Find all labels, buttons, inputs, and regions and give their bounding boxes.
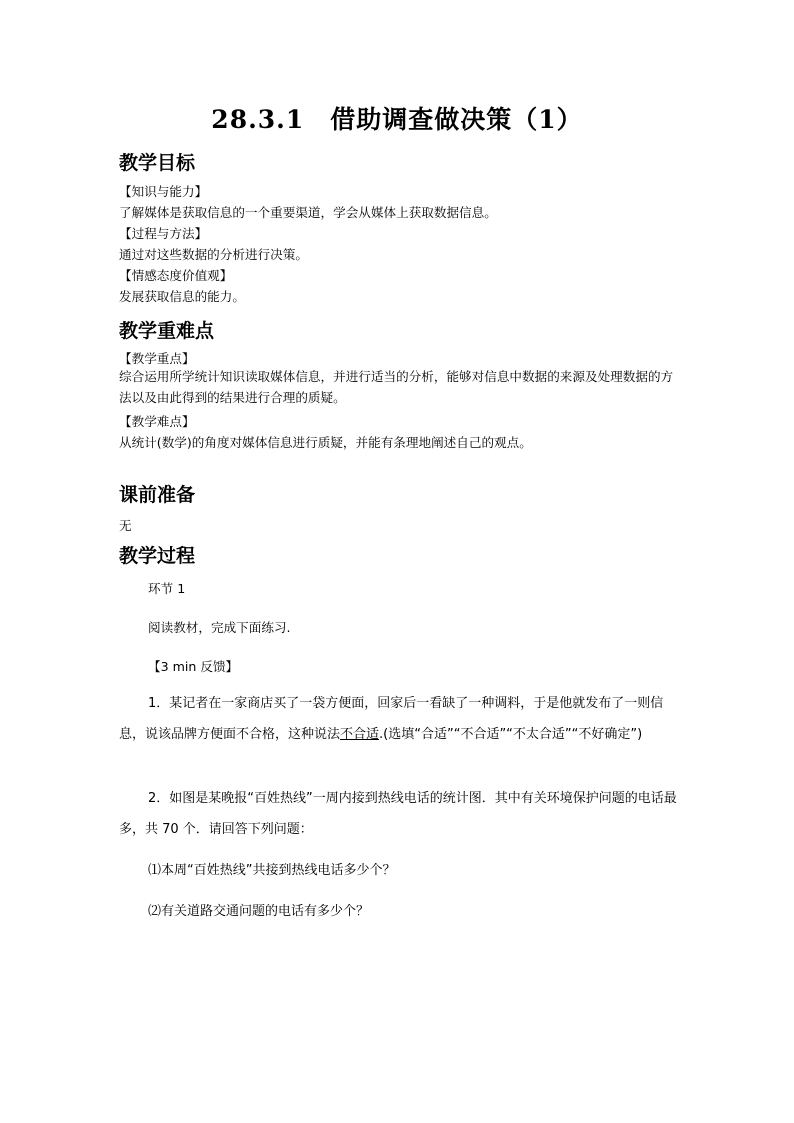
goal-text-knowledge: 了解媒体是获取信息的一个重要渠道，学会从媒体上获取数据信息。 xyxy=(119,205,497,220)
process-heading: 教学过程 xyxy=(119,545,196,567)
page-title: 28.3.1 借助调查做决策（1） xyxy=(211,105,583,134)
difficulty-text: 从统计(数学)的角度对媒体信息进行质疑，并能有条理地阐述自己的观点。 xyxy=(119,435,532,450)
instruction-text: 阅读教材，完成下面练习. xyxy=(148,620,291,635)
goal-label-attitude: 【情感态度价值观】 xyxy=(119,268,233,283)
question-1-options: .(选填“合适”“不合适”“不太合适”“不好确定”) xyxy=(379,727,643,742)
question-1 xyxy=(119,688,679,750)
keypoints-heading: 教学重难点 xyxy=(119,320,215,342)
question-1-text: 1．某记者在一家商店买了一袋方便面，回家后一看缺了一种调料，于是他就发布了一则信息，说该品牌方便面不合格，这种说法 xyxy=(119,696,664,742)
focus-text: 综合运用所学统计知识读取媒体信息，并进行适当的分析，能够对信息中数据的来源及处理数据的方法以及由此得到的结果进行合理的质疑。 xyxy=(119,369,674,405)
question-1-answer: 不合适 xyxy=(340,727,380,742)
sub-question-2: ⑵有关道路交通问题的电话有多少个？ xyxy=(148,904,370,919)
prep-text: 无 xyxy=(119,518,132,533)
goal-label-knowledge: 【知识与能力】 xyxy=(119,184,208,199)
difficulty-label: 【教学难点】 xyxy=(119,414,195,429)
prep-heading: 课前准备 xyxy=(119,484,196,506)
goal-text-process: 通过对这些数据的分析进行决策。 xyxy=(119,247,308,262)
goal-label-process: 【过程与方法】 xyxy=(119,226,208,241)
goal-text-attitude: 发展获取信息的能力。 xyxy=(119,289,245,304)
feedback-label: 【3 min 反馈】 xyxy=(148,659,239,674)
focus-label: 【教学重点】 xyxy=(119,351,195,366)
question-2: 2．如图是某晚报“百姓热线”一周内接到热线电话的统计图．其中有关环境保护问题的电话最多，共 70 个．请回答下列问题： xyxy=(119,791,677,837)
sub-question-1: ⑴本周“百姓热线”共接到热线电话多少个？ xyxy=(148,863,396,878)
goals-heading: 教学目标 xyxy=(119,152,196,174)
step-label: 环节 1 xyxy=(148,581,186,596)
